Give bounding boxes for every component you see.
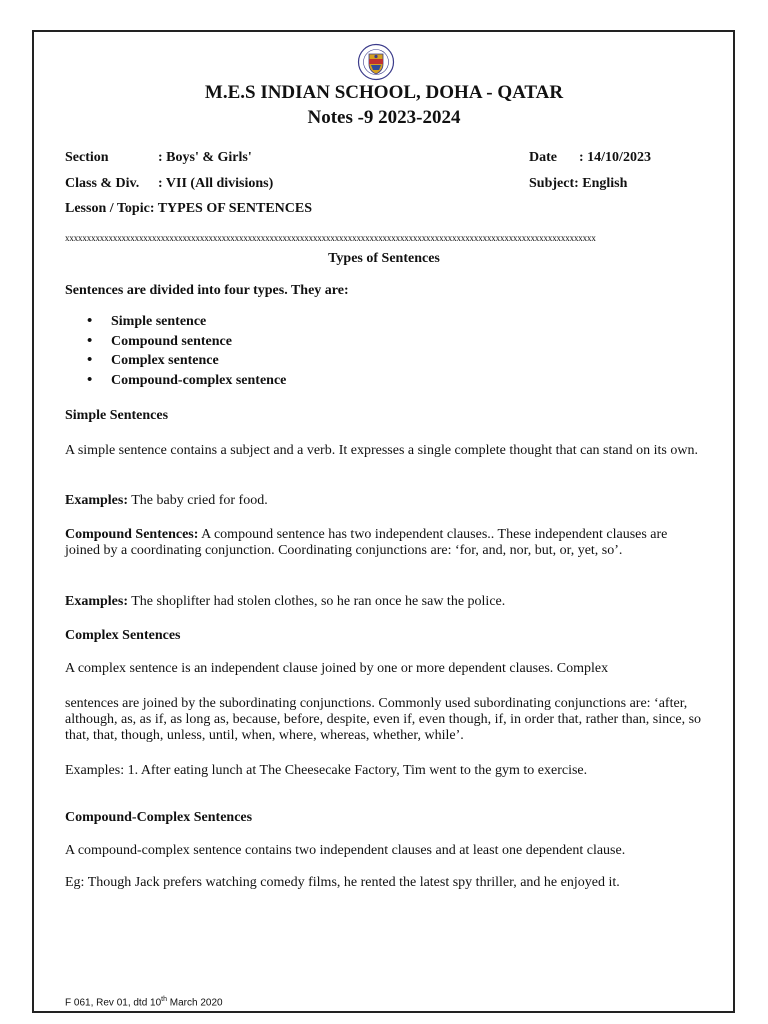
compound-complex-example: Eg: Though Jack prefers watching comedy films, he rented the latest spy thriller, and he enjoyed it. — [65, 875, 620, 890]
example-label: Examples: — [65, 594, 128, 609]
section-heading: Types of Sentences — [328, 251, 440, 266]
example-label: Examples: — [65, 493, 128, 508]
simple-text: A simple sentence contains a subject and a verb. It expresses a single complete thought that can stand on its own. — [65, 443, 698, 458]
intro-text: Sentences are divided into four types. They are: — [65, 283, 349, 298]
section-label: Section — [65, 150, 109, 165]
compound-label: Compound Sentences: — [65, 527, 199, 542]
school-logo — [352, 43, 400, 81]
footer-text: F 061, Rev 01, dtd 10 — [65, 997, 162, 1009]
compound-paragraph — [65, 527, 705, 559]
section-value: : Boys' & Girls' — [158, 150, 252, 165]
class-label: Class & Div. — [65, 176, 140, 191]
date-value: : 14/10/2023 — [579, 150, 651, 165]
list-item: • Compound sentence — [111, 332, 286, 352]
example-text: The baby cried for food. — [128, 493, 268, 508]
date-label: Date — [529, 150, 557, 165]
complex-example: Examples: 1. After eating lunch at The Cheesecake Factory, Tim went to the gym to exercise. — [65, 763, 588, 778]
list-item: • Compound-complex sentence — [111, 371, 286, 391]
example-text: The shoplifter had stolen clothes, so he ran once he saw the police. — [128, 594, 506, 609]
subject: Subject: English — [529, 176, 628, 191]
footer-revision — [65, 996, 223, 1008]
complex-text-1: A complex sentence is an independent clause joined by one or more dependent clauses. Complex — [65, 661, 609, 676]
school-name: M.E.S INDIAN SCHOOL, DOHA - QATAR — [204, 82, 564, 103]
footer-sup: th — [161, 996, 168, 1003]
notes-title: Notes -9 2023-2024 — [307, 107, 461, 128]
list-item: • Simple sentence — [111, 312, 286, 332]
compound-text: A compound sentence has two independent clauses.. These independent clauses are joined by a coordinating conjunction. Coordinating conjunctions are: ‘for, and, nor, but, or, yet, so’. — [65, 527, 668, 558]
simple-heading: Simple Sentences — [65, 408, 169, 423]
compound-example — [65, 594, 705, 610]
simple-example — [65, 493, 705, 509]
lesson-topic: Lesson / Topic: TYPES OF SENTENCES — [65, 201, 313, 216]
complex-heading: Complex Sentences — [65, 628, 181, 643]
types-list — [65, 312, 286, 390]
compound-complex-heading: Compound-Complex Sentences — [65, 810, 253, 825]
separator-line: xxxxxxxxxxxxxxxxxxxxxxxxxxxxxxxxxxxxxxxxxxxxxxxxxxxxxxxxxxxxxxxxxxxxxxxxxxxxxxxxxxxxxxxxxxxxxxxxxxxxxxxxxxxxxxxxxxxxxxxxxx — [65, 233, 596, 243]
footer-text-end: March 2020 — [167, 997, 223, 1009]
compound-complex-text: A compound-complex sentence contains two independent clauses and at least one dependent clause. — [65, 843, 626, 858]
complex-text-2: sentences are joined by the subordinating conjunctions. Commonly used subordinating conjunctions are: ‘after, although, as, as if, as long as, because, before, despite, even if, even though, if, in order that, rather than, since, so that, that, though, unless, until, when, where, whereas, whether, while’. — [65, 696, 702, 743]
class-value: : VII (All divisions) — [158, 176, 274, 191]
list-item: • Complex sentence — [111, 351, 286, 371]
